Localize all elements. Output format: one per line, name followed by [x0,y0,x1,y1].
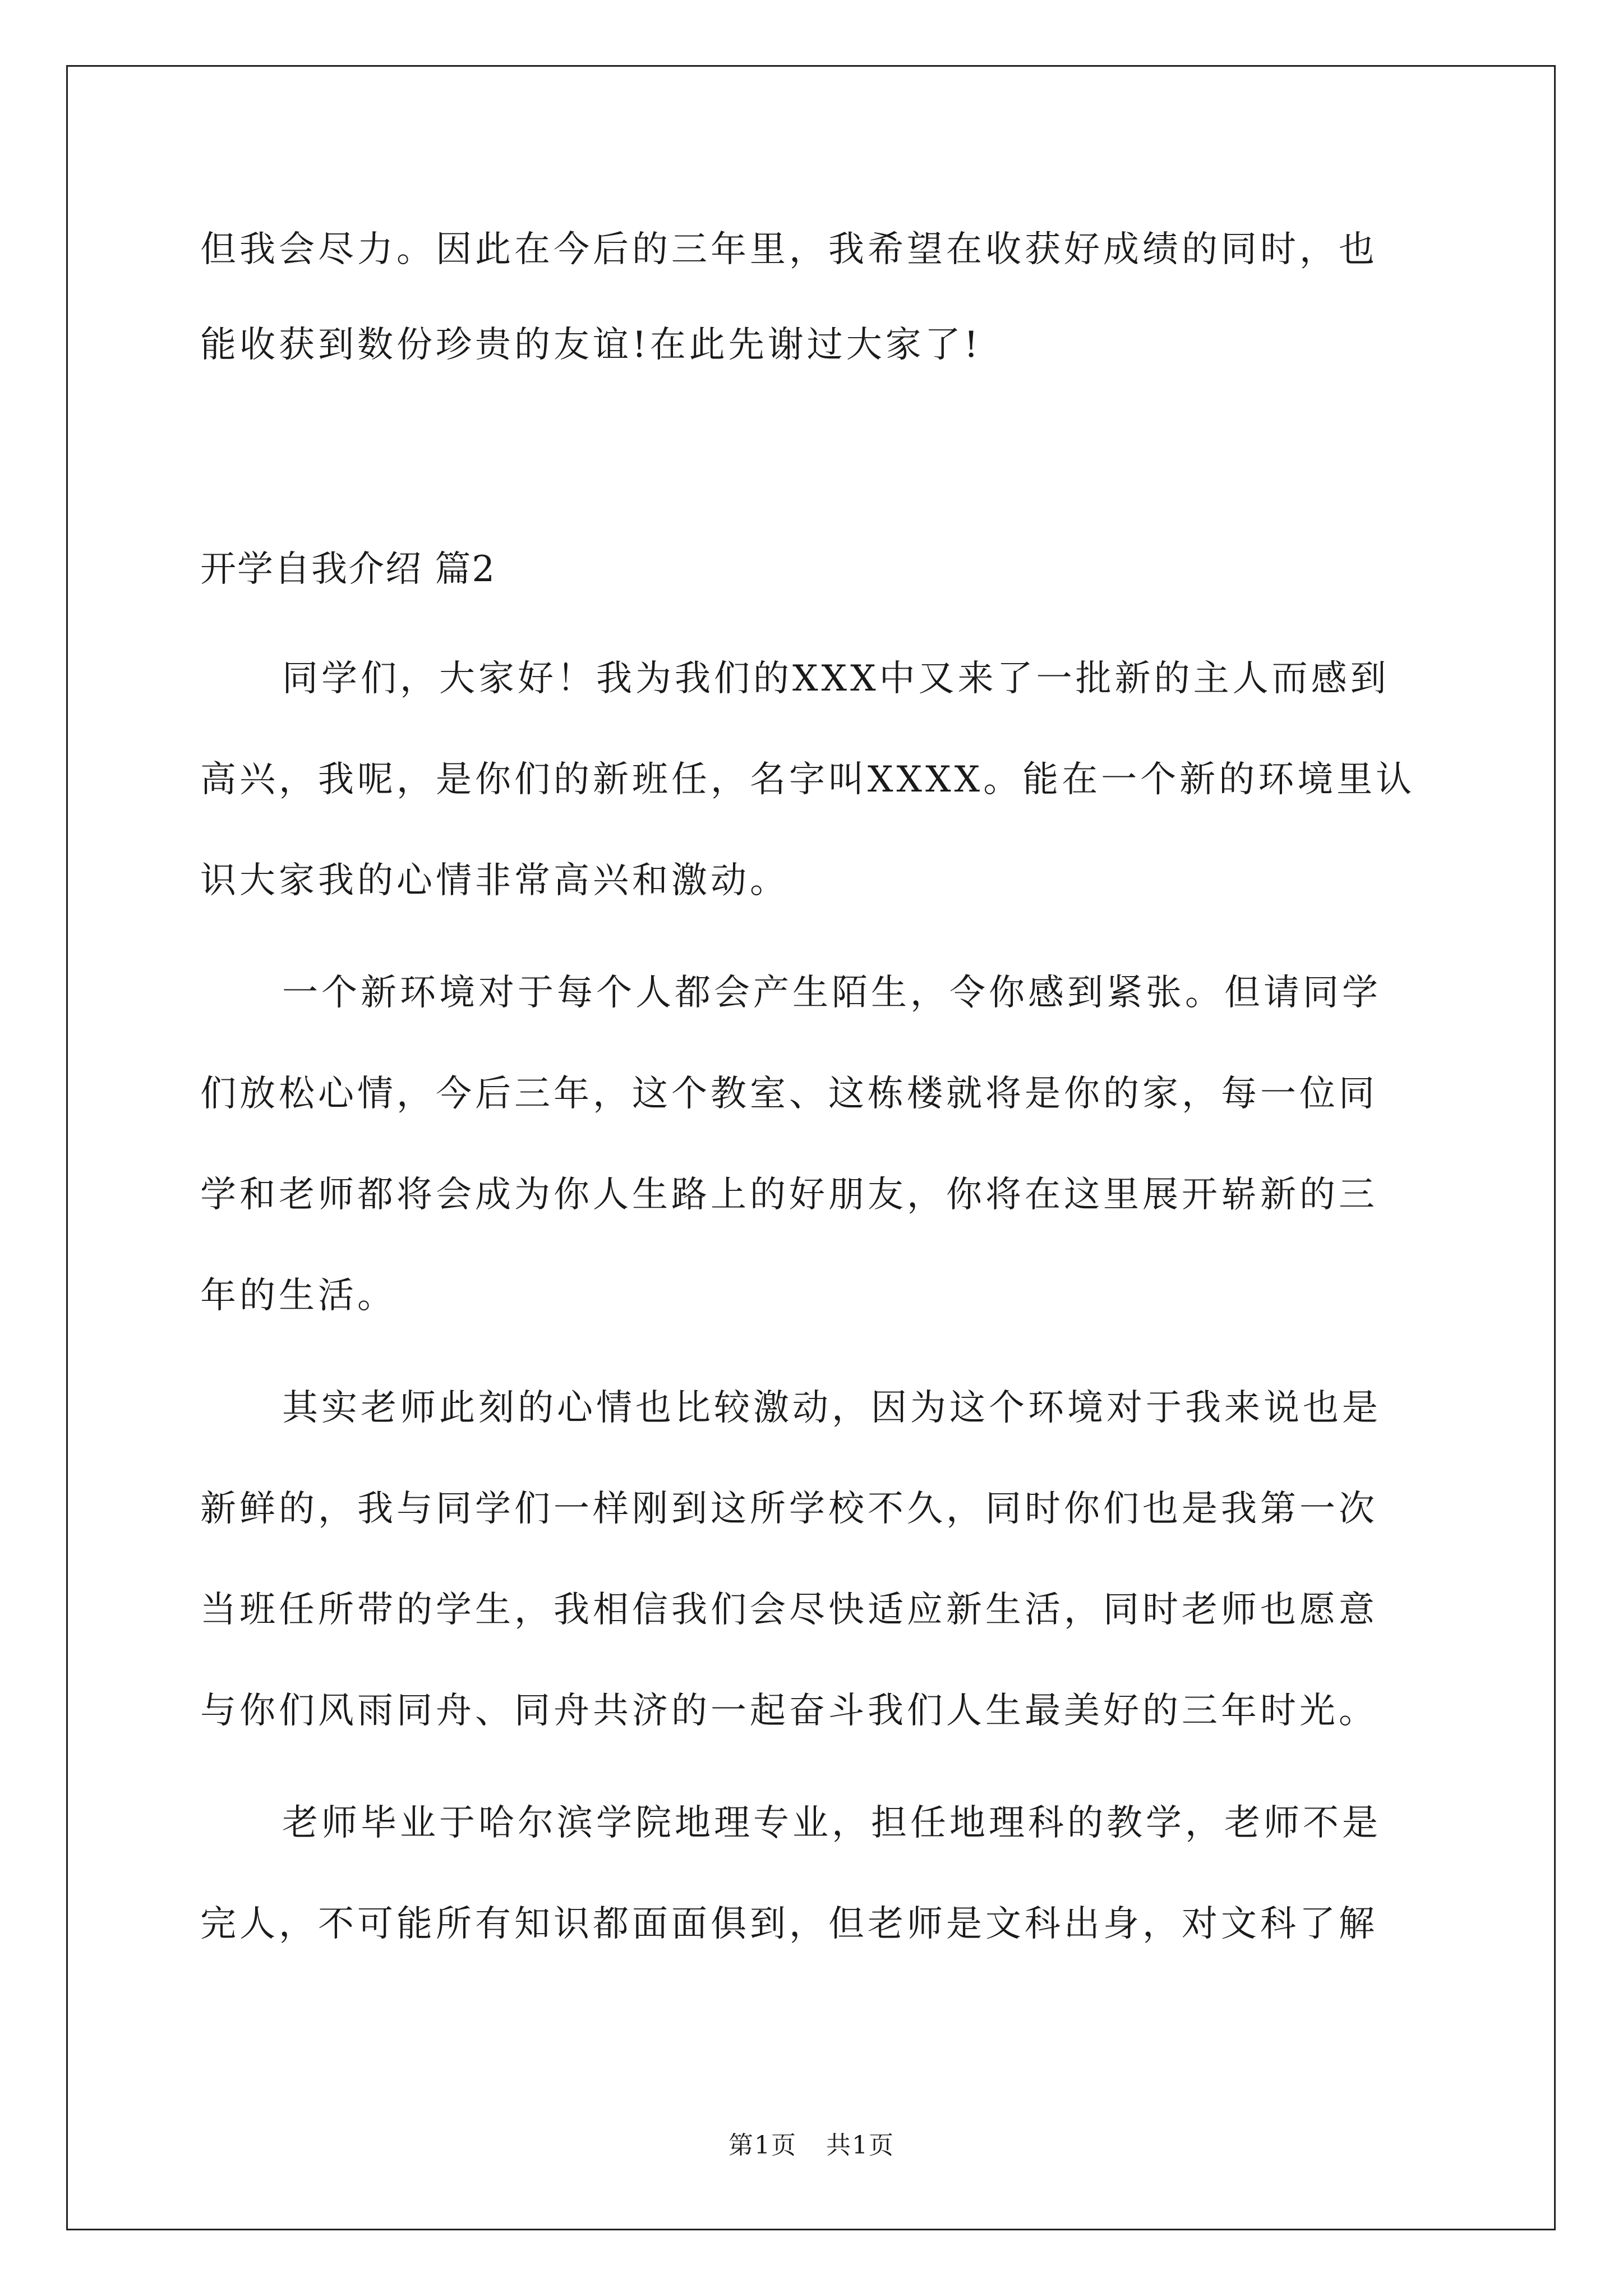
paragraph-line: 老师毕业于哈尔滨学院地理专业，担任地理科的教学，老师不是 [282,1802,1381,1844]
paragraph-line: 新鲜的，我与同学们一样刚到这所学校不久，同时你们也是我第一次 [200,1488,1378,1530]
paragraph-line: 年的生活。 [200,1275,396,1317]
paragraph-line: 与你们风雨同舟、同舟共济的一起奋斗我们人生最美好的三年时光。 [200,1690,1378,1732]
paragraph-line: 们放松心情，今后三年，这个教室、这栋楼就将是你的家，每一位同 [200,1073,1378,1115]
paragraph-line: 识大家我的心情非常高兴和激动。 [200,860,789,901]
paragraph-line: 能收获到数份珍贵的友谊!在此先谢过大家了! [200,324,982,366]
page-footer [0,2129,1623,2162]
paragraph-line: 完人，不可能所有知识都面面俱到，但老师是文科出身，对文科了解 [200,1903,1378,1945]
paragraph-line: 同学们，大家好！我为我们的XXX中又来了一批新的主人而感到 [282,658,1390,700]
paragraph-line: 高兴，我呢，是你们的新班任，名字叫XXXX。能在一个新的环境里认 [200,759,1415,800]
page-number: 第1页 [728,2131,797,2160]
paragraph-line: 其实老师此刻的心情也比较激动，因为这个环境对于我来说也是 [282,1387,1381,1429]
paragraph-line: 学和老师都将会成为你人生路上的好朋友，你将在这里展开崭新的三 [200,1174,1378,1216]
paragraph-line: 一个新环境对于每个人都会产生陌生，令你感到紧张。但请同学 [282,972,1381,1014]
section-heading: 开学自我介绍 篇2 [200,549,496,590]
page-total: 共1页 [826,2131,895,2160]
paragraph-line: 但我会尽力。因此在今后的三年里，我希望在收获好成绩的同时，也 [200,229,1378,270]
paragraph-line: 当班任所带的学生，我相信我们会尽快适应新生活，同时老师也愿意 [200,1589,1378,1631]
